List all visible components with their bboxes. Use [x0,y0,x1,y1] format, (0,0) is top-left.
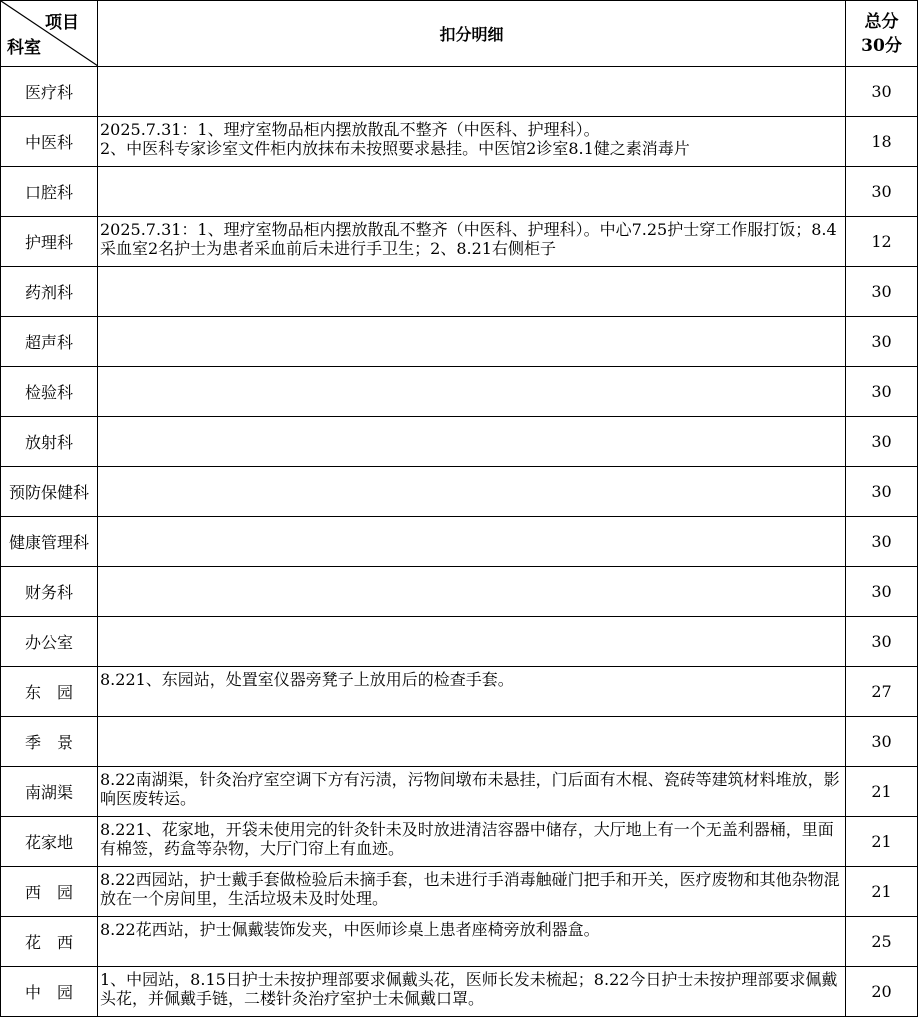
score-cell: 18 [846,117,918,167]
corner-label-item: 项目 [45,13,79,33]
deduction-detail-cell [98,467,846,517]
total-header-line2: 30分 [861,35,902,56]
corner-label-dept: 科室 [7,38,41,58]
deduction-detail-cell [98,617,846,667]
score-cell: 21 [846,867,918,917]
score-cell: 30 [846,367,918,417]
deduction-detail-text [100,67,843,115]
table-row [1,617,918,667]
deduction-detail-cell [98,867,846,917]
table-row [1,917,918,967]
score-cell: 27 [846,667,918,717]
score-cell: 30 [846,317,918,367]
score-cell: 30 [846,517,918,567]
table-row [1,867,918,917]
deduction-detail-cell [98,117,846,167]
table-row [1,317,918,367]
total-header [846,1,918,67]
deduction-detail-cell [98,167,846,217]
deduction-detail-cell [98,517,846,567]
department-cell: 药剂科 [1,267,98,317]
deduction-detail-text [100,417,843,465]
deduction-detail-text [100,267,843,315]
table-row [1,167,918,217]
table-row [1,567,918,617]
table-row [1,717,918,767]
deduction-detail-text: 8.22南湖渠，针灸治疗室空调下方有污渍，污物间墩布未悬挂，门后面有木棍、瓷砖等建筑材料堆放，影响医废转运。 [100,770,840,808]
deduction-detail-text: 2025.7.31：1、理疗室物品柜内摆放散乱不整齐（中医科、护理科）。 2、中医科专家诊室文件柜内放抹布未按照要求悬挂。中医馆2诊室8.1健之素消毒片 [100,120,690,158]
table-row [1,417,918,467]
deduction-detail-cell [98,717,846,767]
deduction-detail-text [100,567,843,615]
deduction-detail-text [100,517,843,565]
department-cell: 东 园 [1,667,98,717]
score-cell: 30 [846,267,918,317]
department-cell: 财务科 [1,567,98,617]
deduction-detail-text: 8.221、花家地，开袋未使用完的针灸针未及时放进清洁容器中储存，大厅地上有一个无盖利器桶，里面有棉签，药盒等杂物，大厅门帘上有血迹。 [100,820,834,858]
department-cell: 南湖渠 [1,767,98,817]
department-cell: 健康管理科 [1,517,98,567]
score-cell: 30 [846,567,918,617]
deduction-detail-cell [98,917,846,967]
score-cell: 25 [846,917,918,967]
department-cell: 医疗科 [1,67,98,117]
table-row [1,517,918,567]
deduction-detail-cell [98,367,846,417]
table-row [1,817,918,867]
score-cell: 30 [846,617,918,667]
deduction-detail-cell [98,67,846,117]
department-cell: 检验科 [1,367,98,417]
score-cell: 30 [846,417,918,467]
department-cell: 中 园 [1,967,98,1017]
deduction-detail-text [100,367,843,415]
total-header-line1: 总分 [864,11,899,32]
department-cell: 预防保健科 [1,467,98,517]
corner-header-cell [1,1,98,67]
department-cell: 放射科 [1,417,98,467]
department-cell: 中医科 [1,117,98,167]
table-row [1,667,918,717]
deduction-detail-text [100,467,843,515]
score-cell: 12 [846,217,918,267]
deduction-detail-cell [98,667,846,717]
header-row [1,1,918,67]
table-row [1,967,918,1017]
table-row [1,117,918,167]
deduction-detail-text: 8.22花西站，护士佩戴装饰发夹，中医师诊桌上患者座椅旁放利器盒。 [100,920,600,939]
department-cell: 西 园 [1,867,98,917]
table-row [1,767,918,817]
deduction-detail-cell [98,817,846,867]
deduction-detail-text [100,167,843,215]
deduction-detail-cell [98,417,846,467]
department-cell: 花家地 [1,817,98,867]
table-row [1,67,918,117]
deduction-detail-cell [98,317,846,367]
detail-header: 扣分明细 [98,1,846,67]
score-cell: 30 [846,67,918,117]
department-cell: 超声科 [1,317,98,367]
score-cell: 21 [846,767,918,817]
deduction-detail-cell [98,267,846,317]
table-row [1,367,918,417]
score-cell: 30 [846,717,918,767]
deduction-detail-text [100,317,843,365]
deduction-detail-text: 8.22西园站，护士戴手套做检验后未摘手套，也未进行手消毒触碰门把手和开关，医疗废物和其他杂物混放在一个房间里，生活垃圾未及时处理。 [100,870,840,908]
deduction-detail-text [100,717,843,765]
score-cell: 20 [846,967,918,1017]
score-cell: 21 [846,817,918,867]
department-cell: 口腔科 [1,167,98,217]
department-cell: 季 景 [1,717,98,767]
table-row [1,217,918,267]
deduction-detail-text: 2025.7.31：1、理疗室物品柜内摆放散乱不整齐（中医科、护理科）。中心7.25护士穿工作服打饭；8.4采血室2名护士为患者采血前后未进行手卫生；2、8.21右侧柜子 [100,220,837,258]
department-cell: 护理科 [1,217,98,267]
deduction-detail-text [100,617,843,665]
deduction-detail-cell [98,217,846,267]
deduction-detail-cell [98,767,846,817]
table-row [1,267,918,317]
department-cell: 办公室 [1,617,98,667]
department-cell: 花 西 [1,917,98,967]
deduction-detail-text: 1、中园站，8.15日护士未按护理部要求佩戴头花，医师长发未梳起；8.22今日护士未按护理部要求佩戴头花，并佩戴手链，二楼针灸治疗室护士未佩戴口罩。 [100,970,838,1008]
deduction-detail-cell [98,967,846,1017]
deduction-detail-text: 8.221、东园站，处置室仪器旁凳子上放用后的检查手套。 [100,670,514,689]
deduction-detail-cell [98,567,846,617]
score-cell: 30 [846,167,918,217]
score-cell: 30 [846,467,918,517]
table-row [1,467,918,517]
